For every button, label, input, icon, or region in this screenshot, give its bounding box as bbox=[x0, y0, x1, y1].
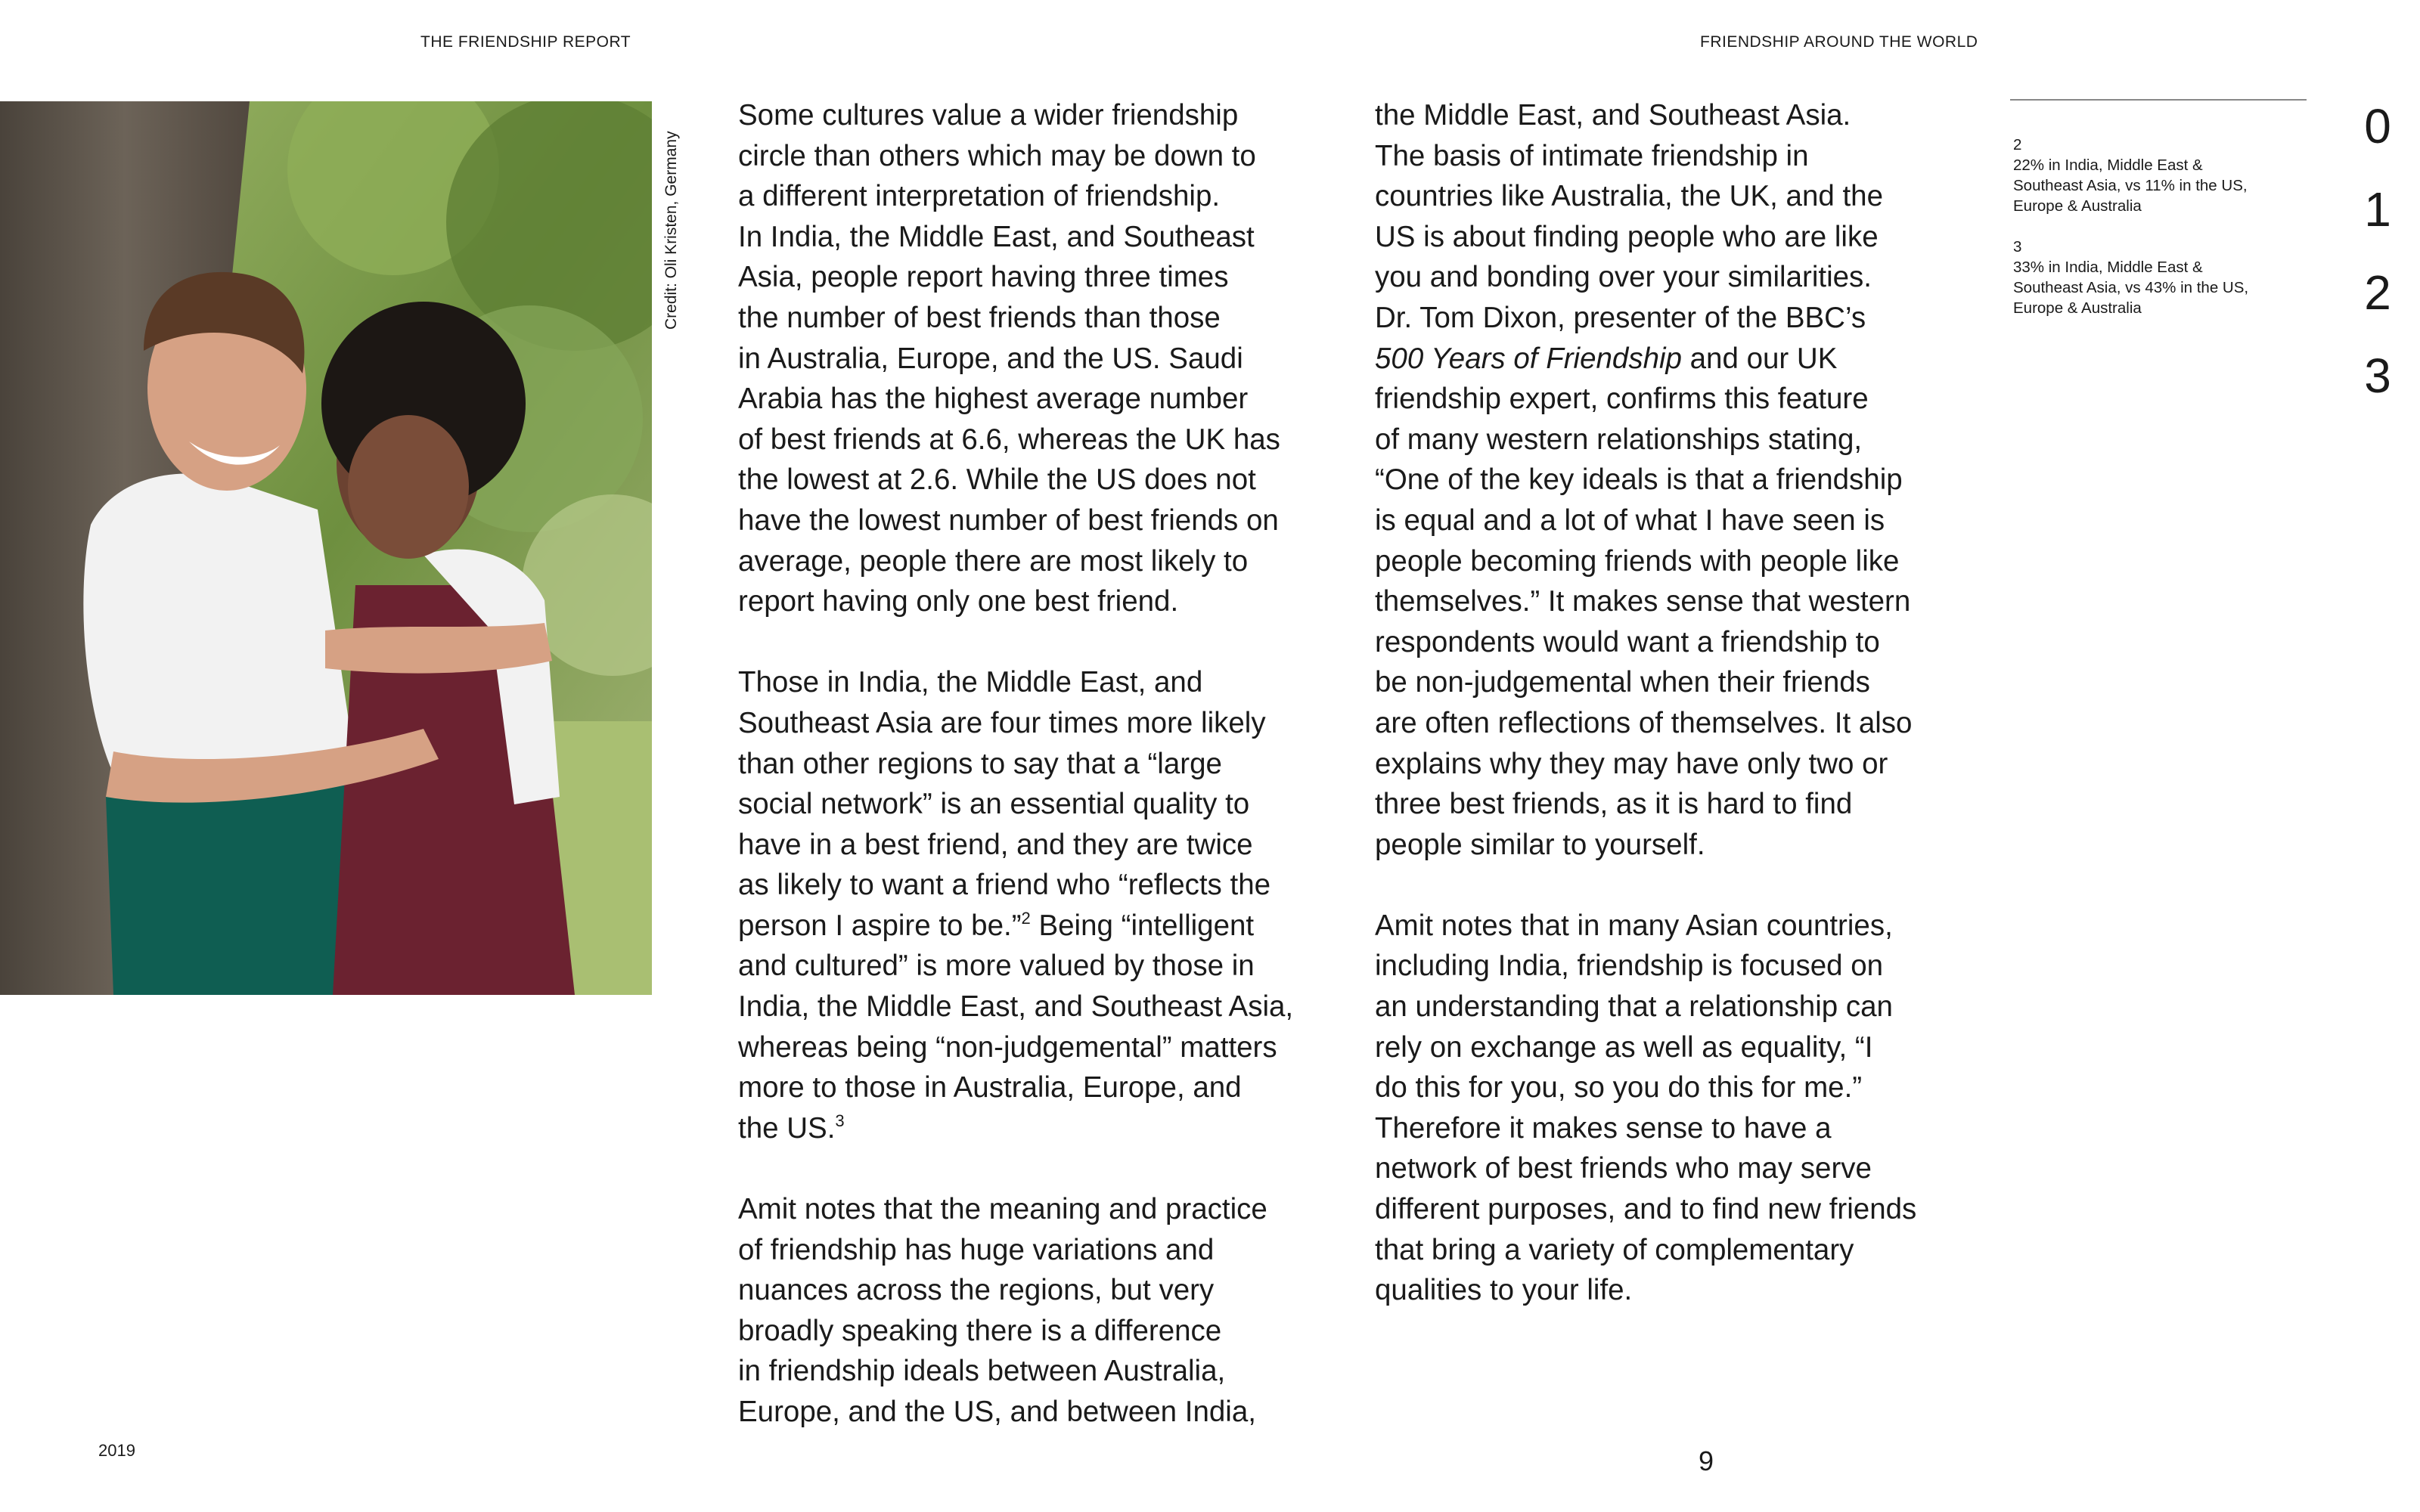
section-digit-0[interactable]: 0 bbox=[2364, 99, 2391, 153]
text-line: as likely to want a friend who “reflects the bbox=[738, 869, 1271, 902]
footnote-line: 22% in India, Middle East & bbox=[2013, 156, 2203, 174]
text-line: of best friends at 6.6, whereas the UK has bbox=[738, 423, 1280, 456]
running-header-left: THE FRIENDSHIP REPORT bbox=[420, 33, 631, 51]
text-line: Amit notes that the meaning and practice bbox=[738, 1193, 1267, 1226]
text-line: friendship expert, confirms this feature bbox=[1375, 383, 1869, 416]
text-line: have the lowest number of best friends on bbox=[738, 503, 1279, 537]
footnote-line: 33% in India, Middle East & bbox=[2013, 259, 2203, 276]
footnote-2 bbox=[2013, 135, 2301, 216]
text-line: a different interpretation of friendship. bbox=[738, 180, 1221, 213]
text-line: are often reflections of themselves. It also bbox=[1375, 706, 1913, 739]
photo-credit: Credit: Oli Kristen, Germany bbox=[662, 131, 680, 330]
text-line: qualities to your life. bbox=[1375, 1274, 1633, 1307]
paragraph bbox=[1375, 95, 1995, 865]
footnote-number: 2 bbox=[2013, 136, 2022, 153]
text-line: In India, the Middle East, and Southeast bbox=[738, 220, 1255, 253]
text-line: explains why they may have only two or bbox=[1375, 747, 1888, 780]
text-line: more to those in Australia, Europe, and bbox=[738, 1071, 1242, 1105]
footnote-line: Europe & Australia bbox=[2013, 299, 2142, 317]
page-number: 9 bbox=[1699, 1445, 1714, 1476]
text-line: different purposes, and to find new friends bbox=[1375, 1193, 1917, 1226]
text-line: Arabia has the highest average number bbox=[738, 383, 1249, 416]
text-line: and cultured” is more valued by those in bbox=[738, 950, 1255, 983]
section-digit-3[interactable]: 3 bbox=[2364, 349, 2391, 403]
text-line: including India, friendship is focused on bbox=[1375, 950, 1884, 983]
text-line: do this for you, so you do this for me.” bbox=[1375, 1071, 1863, 1105]
paragraph bbox=[738, 95, 1358, 622]
text-line: respondents would want a friendship to bbox=[1375, 625, 1880, 658]
text-line: person I aspire to be.”$^2$ Being “intelligent bbox=[738, 908, 1255, 942]
text-line: The basis of intimate friendship in bbox=[1375, 139, 1809, 172]
text-line: Southeast Asia are four times more likely bbox=[738, 706, 1266, 739]
text-line: “One of the key ideals is that a friendship bbox=[1375, 463, 1903, 497]
text-line: the lowest at 2.6. While the US does not bbox=[738, 463, 1256, 497]
text-line: India, the Middle East, and Southeast Asia, bbox=[738, 990, 1294, 1024]
paragraph bbox=[738, 662, 1358, 1148]
text-line: have in a best friend, and they are twice bbox=[738, 828, 1253, 861]
text-line: of friendship has huge variations and bbox=[738, 1233, 1215, 1266]
body-column-1 bbox=[738, 95, 1358, 1473]
text-line: US is about finding people who are like bbox=[1375, 220, 1879, 253]
text-line: the number of best friends than those bbox=[738, 301, 1221, 334]
text-line: is equal and a lot of what I have seen is bbox=[1375, 503, 1885, 537]
text-line: Amit notes that in many Asian countries, bbox=[1375, 909, 1893, 942]
text-line: the US.$^3$ bbox=[738, 1111, 845, 1145]
paragraph bbox=[1375, 906, 1995, 1311]
text-line: you and bonding over your similarities. bbox=[1375, 261, 1872, 294]
footnote-ref-2[interactable]: 2 bbox=[1021, 908, 1031, 928]
text-line: people becoming friends with people like bbox=[1375, 544, 1900, 578]
footnote-ref-3[interactable]: 3 bbox=[835, 1111, 845, 1130]
footnote-line: Southeast Asia, vs 43% in the US, bbox=[2013, 279, 2249, 296]
text-line: three best friends, as it is hard to find bbox=[1375, 788, 1853, 821]
text-line: themselves.” It makes sense that western bbox=[1375, 585, 1911, 618]
text-line: nuances across the regions, but very bbox=[738, 1274, 1215, 1307]
text-line: people similar to yourself. bbox=[1375, 828, 1705, 861]
text-line: that bring a variety of complementary bbox=[1375, 1233, 1854, 1266]
text-line: social network” is an essential quality to bbox=[738, 788, 1250, 821]
book-title: 500 Years of Friendship bbox=[1375, 342, 1682, 375]
friends-hugging-photo bbox=[0, 101, 652, 995]
running-header-right: FRIENDSHIP AROUND THE WORLD bbox=[1700, 33, 1978, 51]
footnote-divider bbox=[2010, 99, 2307, 101]
text-line: the Middle East, and Southeast Asia. bbox=[1375, 99, 1851, 132]
section-navigation bbox=[2355, 85, 2400, 417]
text-line: in Australia, Europe, and the US. Saudi bbox=[738, 342, 1243, 375]
text-line: countries like Australia, the UK, and the bbox=[1375, 180, 1883, 213]
footer-year: 2019 bbox=[98, 1441, 135, 1460]
text-line: broadly speaking there is a difference bbox=[738, 1314, 1222, 1347]
text-line: Those in India, the Middle East, and bbox=[738, 666, 1203, 699]
text-line: whereas being “non-judgemental” matters bbox=[738, 1030, 1277, 1064]
text-line: network of best friends who may serve bbox=[1375, 1152, 1872, 1185]
text-line: circle than others which may be down to bbox=[738, 139, 1256, 172]
text-line: Asia, people report having three times bbox=[738, 261, 1229, 294]
section-digit-2[interactable]: 2 bbox=[2364, 265, 2391, 320]
text-line: rely on exchange as well as equality, “I bbox=[1375, 1030, 1873, 1064]
text-line: in friendship ideals between Australia, bbox=[738, 1355, 1226, 1388]
paragraph bbox=[738, 1189, 1358, 1433]
text-line: of many western relationships stating, bbox=[1375, 423, 1863, 456]
section-digit-1[interactable]: 1 bbox=[2364, 182, 2391, 237]
body-column-2 bbox=[1375, 95, 1995, 1351]
text-line: than other regions to say that a “large bbox=[738, 747, 1222, 780]
text-line: Dr. Tom Dixon, presenter of the BBC’s bbox=[1375, 301, 1866, 334]
footnote-number: 3 bbox=[2013, 238, 2022, 256]
footnote-3 bbox=[2013, 237, 2301, 318]
text-line: 500 Years of Friendship and our UK bbox=[1375, 342, 1838, 375]
text-line: an understanding that a relationship can bbox=[1375, 990, 1893, 1024]
text-line: Some cultures value a wider friendship bbox=[738, 99, 1239, 132]
text-line: Therefore it makes sense to have a bbox=[1375, 1111, 1832, 1145]
text-line: report having only one best friend. bbox=[738, 585, 1179, 618]
text-line: be non-judgemental when their friends bbox=[1375, 666, 1870, 699]
footnote-line: Southeast Asia, vs 11% in the US, bbox=[2013, 177, 2248, 194]
text-line: average, people there are most likely to bbox=[738, 544, 1249, 578]
footnote-line: Europe & Australia bbox=[2013, 197, 2142, 215]
text-line: Europe, and the US, and between India, bbox=[738, 1396, 1256, 1428]
